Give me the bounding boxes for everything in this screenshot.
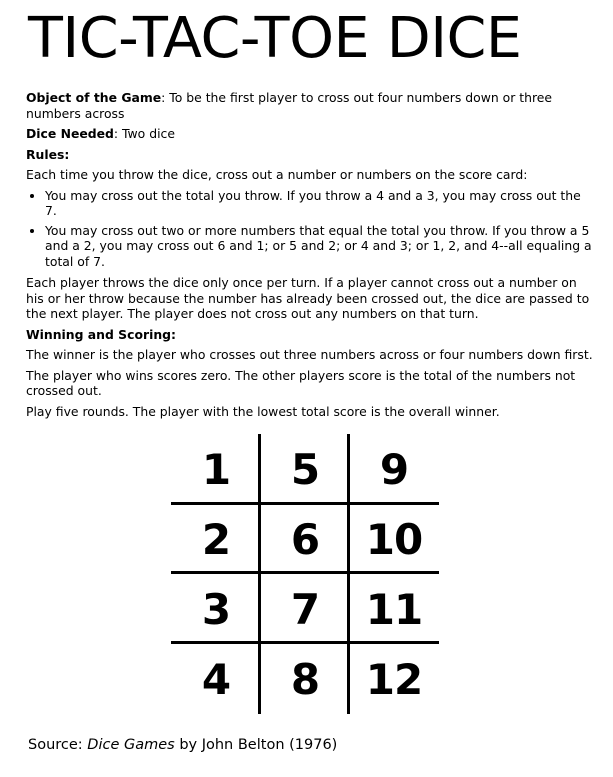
source-prefix: Source: [28,737,88,753]
grid-cell: 2 [201,514,231,564]
grid-cell: 9 [379,444,409,494]
object-label: Object of the Game [26,90,162,105]
object-text: : To be the first player to cross out four numbers down or three numbers across [26,90,553,121]
scoring-paragraph: The player who wins scores zero. The other players score is the total of the numbers not crossed out. [26,367,576,398]
score-card-grid [171,434,439,714]
grid-cell: 11 [365,584,423,634]
grid-cell: 7 [290,584,320,634]
grid-cell: 10 [365,514,423,564]
rule-bullet: • You may cross out two or more numbers that equal the total you throw. If you throw a 5 and a 2, you may cross out 6 and 1; or 5 and 2; or 4 and 3; or 1, 2, and 4--all equaling a total of 7. [45,223,596,270]
object-paragraph [26,90,596,121]
source-author: by John Belton (1976) [174,737,338,753]
grid-cell: 3 [201,584,231,634]
rules-intro: Each time you throw the dice, cross out a number or numbers on the score card: [26,167,528,182]
dice-needed-label: Dice Needed [26,126,114,141]
grid-cell: 6 [290,514,320,564]
rules-heading: Rules: [26,146,70,162]
page-title: TIC-TAC-TOE DICE [28,6,522,71]
rule-bullet: • You may cross out the total you throw. If you throw a 4 and a 3, you may cross out the 7. [45,188,596,219]
source-citation [28,737,337,753]
grid-cell: 12 [365,654,423,704]
grid-cell: 5 [290,444,320,494]
rounds-paragraph: Play five rounds. The player with the lowest total score is the overall winner. [26,403,500,419]
grid-cell: 8 [290,654,320,704]
turn-paragraph: Each player throws the dice only once per turn. If a player cannot cross out a number on his or her throw because the number has already been crossed out, the dice are passed to the next player. The player does not cross out any numbers on that turn. [26,275,590,321]
rules-document [26,90,596,424]
grid-cell: 1 [201,444,231,494]
source-book-title: Dice Games [87,737,175,753]
dice-needed-paragraph [26,126,596,142]
winning-paragraph: The winner is the player who crosses out three numbers across or four numbers down first. [26,347,593,362]
winning-heading: Winning and Scoring: [26,326,176,342]
rules-list [26,188,596,270]
dice-needed-text: : Two dice [113,126,175,141]
grid-cell: 4 [201,654,231,704]
